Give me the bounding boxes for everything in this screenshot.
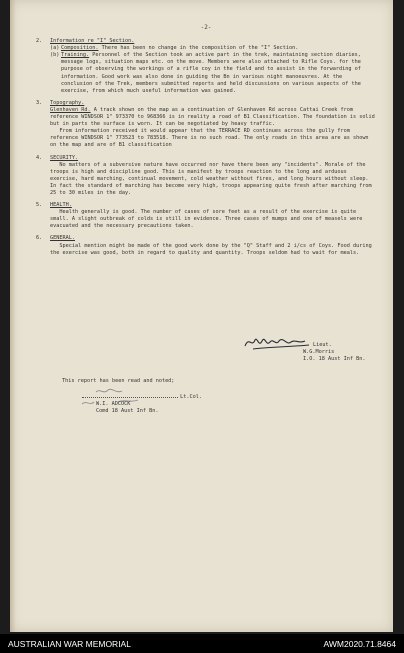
section-heading: GENERAL. xyxy=(50,235,75,242)
handwritten-signature-icon xyxy=(243,334,313,352)
section-heading: SECURITY. xyxy=(50,154,79,161)
section-number: 4. xyxy=(36,154,43,161)
subsection-text: There has been no change in the composition of the "I" Section. xyxy=(98,45,299,52)
signatory-rank: Lieut. xyxy=(313,342,332,348)
section-heading: Information re "I" Section. xyxy=(50,38,135,45)
signature-line xyxy=(82,392,178,398)
section-number: 2. xyxy=(36,38,43,45)
paragraph xyxy=(50,209,376,230)
paragraph xyxy=(50,243,376,257)
paragraph-text: A track shown on the map as a continuation of Glenhaven Rd across Cattai Creek from reference WINDSOR 1" 973370 to 968366 is in reality a road of B1 Classification. The foundation is solid but in parts the surface is worn. It can be negotiated by heavy traffic. xyxy=(50,106,375,128)
subsection-label: (b) xyxy=(50,52,60,59)
subsection-b xyxy=(50,52,376,95)
signature-block xyxy=(243,342,383,363)
paragraph xyxy=(50,128,376,149)
section-6 xyxy=(36,235,376,256)
co-title: Comd 18 Aust Inf Bn. xyxy=(96,408,159,414)
paragraph-text: No matters of a subversive nature have occurred nor have there been any "incidents". Morale of the troops is high and discipline good. This is manifest by troops reaction to the long and arduous exercise, hard marching, continual movement, cold weather without fires, and long hours without sleep. In fact the standard of marching has become very high, troops appearing quite fresh after marching from 25 to 30 miles in the day. xyxy=(50,161,372,196)
commanding-officer-block xyxy=(82,392,202,415)
section-heading: HEALTH. xyxy=(50,202,72,209)
page-number: -2- xyxy=(200,24,212,31)
section-number: 6. xyxy=(36,235,43,242)
paragraph xyxy=(50,107,376,128)
section-5 xyxy=(36,202,376,230)
section-3 xyxy=(36,100,376,150)
archive-footer xyxy=(0,634,404,653)
subsection-label: (a) xyxy=(50,45,60,52)
document-page xyxy=(10,0,393,632)
co-rank: Lt.Col. xyxy=(180,394,202,400)
section-number: 5. xyxy=(36,202,43,209)
footer-institution: AUSTRALIAN WAR MEMORIAL xyxy=(8,638,131,649)
paragraph-text: Health generally is good. The number of cases of sore feet as a result of the exercise is quite small. A slight outbreak of colds is still in evidence. Three cases of mumps and one of measels were evacuated and the necessary precautions taken. xyxy=(50,209,363,230)
subsection-text: Personnel of the Section took an active part in the trek, maintaining section diaries, message logs, situation maps etc. on the move. Members were also attached to Rifle Coys. for the purpose of observing the workings of a rifle coy in the field and to assist in the forwarding of information. Good work was also done in guiding the Bn in various night manoeuvres. At the conclusion of the Trek, members submitted reports and held discussions on various aspects of the exercise, from which much useful information was gained. xyxy=(61,52,361,94)
read-noted-statement: This report has been read and noted; xyxy=(62,378,175,384)
subsection-title: Composition. xyxy=(61,45,99,52)
signatory-title: I.O. 18 Aust Inf Bn. xyxy=(303,356,366,362)
co-name: W.I. ADCOCK xyxy=(96,401,131,407)
subsection-title: Training. xyxy=(61,52,90,59)
subsection-a xyxy=(50,45,376,52)
section-2 xyxy=(36,38,376,95)
paragraph-title: Glenhaven Rd. xyxy=(50,106,91,113)
section-heading: Topography. xyxy=(50,99,85,106)
section-number: 3. xyxy=(36,99,43,106)
document-body xyxy=(36,24,376,262)
paragraph-text: From information received it would appear that the TERRACE RD continues across the gully from reference WINDSOR 1" 773523 to 783518. There is no such road. The only roads in this area are as shown on the map and are of B1 classification xyxy=(50,128,369,149)
footer-accession-number: AWM2020.71.8464 xyxy=(323,638,396,649)
signatory-name: W.G.Morris xyxy=(303,349,335,355)
section-4 xyxy=(36,155,376,198)
paragraph xyxy=(50,162,376,197)
paper-edge-stain xyxy=(10,0,16,632)
paragraph-text: Special mention might be made of the good work done by the "Q" Staff and 2 i/cs of Coys. Food during the exercise was good, both in regard to quality and quantity. Troops seldom had to wait for meals. xyxy=(50,242,372,256)
